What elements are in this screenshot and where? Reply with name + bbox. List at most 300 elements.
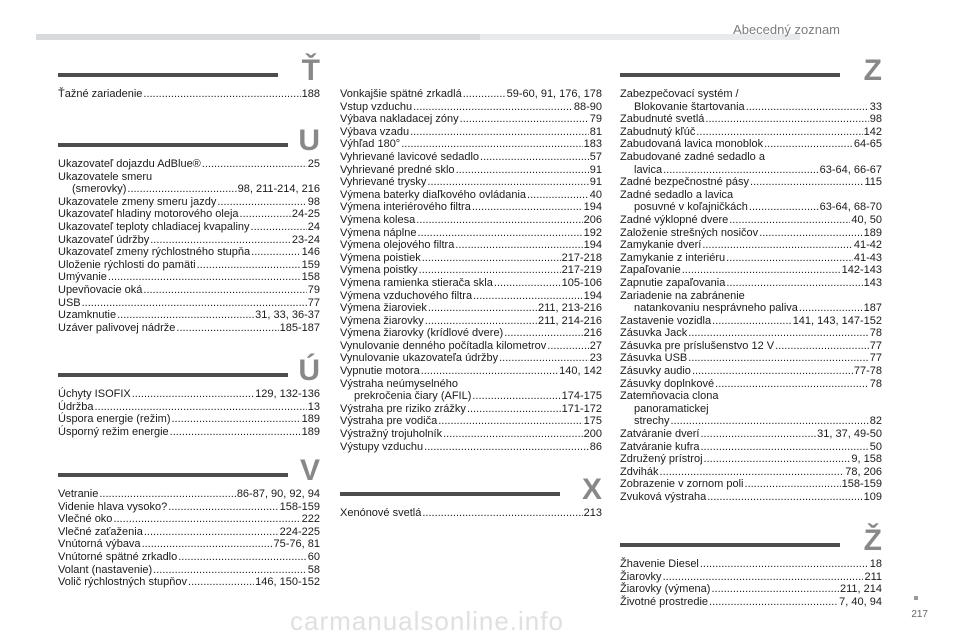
entry-term: Uzamknutie: [58, 309, 117, 322]
entry-term: Úsporný režim energie: [58, 425, 169, 438]
section-letter-header: [58, 124, 320, 158]
entry-leader-dots: [504, 327, 582, 340]
entry-leader-dots: [494, 277, 561, 290]
entry-term: Ukazovateľ údržby: [58, 233, 150, 246]
section-letter-header: [58, 454, 320, 488]
entry-page-ref: 216: [583, 327, 602, 340]
entry-leader-dots: [670, 415, 868, 428]
entry-term: Ťažné zariadenie: [58, 88, 143, 100]
index-entry: [340, 315, 602, 328]
entry-leader-dots: [197, 259, 301, 272]
section-rule: [58, 73, 278, 77]
entry-term: Výmena poistky: [340, 264, 418, 277]
entry-term: posuvné v koľajničkách: [634, 201, 748, 214]
index-section: [340, 453, 602, 520]
entry-leader-dots: [473, 290, 583, 303]
entry-leader-dots: [726, 252, 853, 265]
index-entry: [340, 113, 602, 126]
index-entry: [58, 401, 320, 414]
index-entry: [58, 221, 320, 234]
index-entry: [620, 596, 882, 609]
entry-leader-dots: [416, 214, 582, 227]
section-rule: [620, 73, 840, 77]
entry-term: Vynulovanie ukazovateľa údržby: [340, 352, 499, 365]
index-entry: [58, 513, 320, 526]
entry-leader-dots: [692, 365, 853, 378]
entry-page-ref: 187: [863, 302, 882, 315]
entry-leader-dots: [729, 214, 850, 227]
entry-leader-dots: [99, 488, 235, 501]
entry-leader-dots: [499, 352, 589, 365]
entry-term: Zásuvka USB: [620, 352, 688, 365]
entry-leader-dots: [759, 227, 862, 240]
index-entry: [340, 164, 602, 177]
index-entry: [620, 138, 882, 151]
index-entry: [340, 340, 602, 353]
index-entry: [620, 352, 882, 365]
entry-leader-dots: [422, 507, 582, 520]
index-entry: [340, 176, 602, 189]
entry-leader-dots: [456, 164, 589, 177]
index-entry: [58, 501, 320, 514]
entry-page-ref: 200: [583, 428, 602, 441]
index-entry: [620, 239, 882, 252]
section-letter: X: [581, 473, 602, 507]
index-entry-heading: Zabezpečovací systém /: [620, 88, 739, 100]
entry-page-ref: 25: [307, 158, 320, 170]
index-entry: [340, 252, 602, 265]
entry-leader-dots: [413, 101, 573, 114]
index-entry: [620, 365, 882, 378]
entry-page-ref: 105-106: [561, 276, 602, 289]
entry-leader-dots: [142, 538, 273, 551]
entry-page-ref: 63-64, 66-67: [819, 163, 882, 176]
index-entry: [620, 214, 882, 227]
entry-leader-dots: [425, 315, 537, 328]
index-entry: [620, 252, 882, 265]
index-entry: [340, 189, 602, 202]
section-letter-header: [58, 354, 320, 388]
entry-leader-dots: [424, 441, 589, 454]
entry-term: Vnútorné spätné zrkadlo: [58, 550, 178, 563]
entry-leader-dots: [702, 239, 853, 252]
entry-page-ref: 57: [589, 150, 602, 163]
entry-page-ref: 211, 214: [839, 583, 882, 596]
entry-page-ref: 211, 214-216: [537, 314, 602, 327]
entry-page-ref: 79: [307, 283, 320, 296]
index-section: [340, 88, 602, 453]
entry-leader-dots: [746, 101, 869, 114]
index-entry: [620, 264, 882, 277]
entry-page-ref: 9, 158: [851, 453, 882, 466]
entry-page-ref: 13: [307, 400, 320, 413]
index-entry-heading: Zabudované zadné sedadlo a: [620, 150, 765, 163]
entry-page-ref: 40: [589, 188, 602, 201]
index-entry: [58, 88, 320, 101]
index-entry: [58, 158, 320, 171]
entry-term: prekročenia čiary (AFIL): [354, 390, 472, 403]
entry-page-ref: 188: [301, 88, 320, 100]
entry-leader-dots: [705, 113, 868, 126]
entry-term: Videnie hlava vysoko?: [58, 500, 168, 513]
entry-term: Výmena kolesa: [340, 213, 416, 226]
index-entry: [58, 309, 320, 322]
index-entry-heading: Zadné sedadlo a lavica: [620, 188, 734, 201]
entry-term: Xenónové svetlá: [340, 507, 422, 520]
entry-page-ref: 189: [301, 425, 320, 438]
entry-page-ref: 98: [869, 113, 882, 126]
entry-term: strechy: [634, 415, 670, 428]
index-entry: [58, 259, 320, 272]
entry-term: Výstupy vzduchu: [340, 440, 424, 453]
index-entry: [340, 201, 602, 214]
index-entry: [58, 234, 320, 247]
index-entry: [620, 277, 882, 290]
entry-leader-dots: [171, 413, 300, 426]
entry-leader-dots: [168, 501, 278, 514]
entry-term: Volič rýchlostných stupňov: [58, 576, 188, 589]
entry-page-ref: 194: [583, 239, 602, 252]
entry-term: Výbava nakladacej zóny: [340, 113, 459, 126]
entry-term: Zamykanie dverí: [620, 239, 702, 252]
index-entry: [340, 428, 602, 441]
index-entry: [620, 378, 882, 391]
entry-term: Vyhrievané lavicové sedadlo: [340, 150, 480, 163]
entry-page-ref: 18: [869, 558, 882, 570]
entry-term: Vyhrievané trysky: [340, 176, 427, 189]
entry-term: Zapnutie zapaľovania: [620, 276, 726, 289]
entry-term: Údržba: [58, 400, 94, 413]
entry-term: Úspora energie (režim): [58, 413, 171, 426]
index-entry: [620, 164, 882, 177]
section-rule: [58, 373, 288, 377]
entry-page-ref: 23-24: [291, 233, 320, 246]
entry-leader-dots: [82, 297, 307, 310]
index-entry: [340, 277, 602, 290]
index-column-3: [620, 54, 882, 608]
index-entry: [620, 415, 882, 428]
section-rule: [58, 473, 288, 477]
entry-term: Výbava vzadu: [340, 125, 410, 138]
entry-leader-dots: [150, 234, 291, 247]
entry-term: Výmena žiaroviek: [340, 302, 427, 315]
entry-term: Vynulovanie denného počítadla kilometrov: [340, 339, 547, 352]
entry-page-ref: 158-159: [841, 478, 882, 491]
section-rule: [340, 492, 560, 496]
entry-page-ref: 88-90: [573, 100, 602, 113]
index-section: [58, 124, 320, 334]
section-letter-header: [620, 524, 882, 558]
index-entry: [620, 126, 882, 139]
entry-term: Vyhrievané predné sklo: [340, 163, 455, 176]
entry-leader-dots: [401, 138, 582, 151]
index-entry: [58, 246, 320, 259]
index-entry: [58, 564, 320, 577]
index-entry: [58, 551, 320, 564]
section-letter: V: [299, 454, 320, 487]
entry-page-ref: 81: [589, 125, 602, 138]
entry-term: Zásuvka pre príslušenstvo 12 V: [620, 339, 775, 352]
entry-page-ref: 211, 213-216: [537, 302, 602, 315]
entry-leader-dots: [240, 208, 291, 221]
index-entry: [58, 576, 320, 589]
index-entry: [58, 208, 320, 221]
entry-page-ref: 91: [589, 176, 602, 189]
entry-leader-dots: [143, 284, 306, 297]
page-number: 217: [911, 609, 928, 620]
entry-term: Volant (nastavenie): [58, 563, 153, 576]
entry-leader-dots: [251, 221, 307, 234]
entry-page-ref: 141, 143, 147-152: [792, 314, 882, 327]
entry-leader-dots: [419, 264, 561, 277]
section-rule: [620, 543, 840, 547]
entry-page-ref: 7, 40, 94: [839, 595, 882, 608]
entry-leader-dots: [455, 239, 582, 252]
entry-leader-dots: [700, 558, 869, 571]
entry-term: Vonkajšie spätné zrkadlá: [340, 88, 462, 100]
entry-term: Výmena olejového filtra: [340, 239, 455, 252]
entry-leader-dots: [443, 428, 583, 441]
entry-page-ref: 33: [869, 100, 882, 113]
entry-page-ref: 77-78: [853, 365, 882, 378]
entry-term: Výmena vzduchového filtra: [340, 289, 473, 302]
section-letter: Ž: [863, 524, 882, 557]
index-entry: [340, 138, 602, 151]
entry-leader-dots: [711, 583, 839, 596]
entry-term: Výmena žiarovky (krídlové dvere): [340, 327, 504, 340]
index-entry: [620, 327, 882, 340]
index-section: [58, 54, 320, 101]
index-entry: [340, 352, 602, 365]
entry-leader-dots: [749, 201, 819, 214]
entry-leader-dots: [480, 151, 589, 164]
watermark: carmanualsonline.info: [290, 606, 564, 636]
entry-term: Zásuvky doplnkové: [620, 377, 715, 390]
section-letter: Ť: [301, 54, 320, 87]
entry-page-ref: 64-65: [853, 138, 882, 151]
entry-term: Zabudovaná lavica monoblok: [620, 138, 764, 151]
entry-page-ref: 27: [589, 339, 602, 352]
entry-term: Výmena náplne: [340, 226, 417, 239]
index-column-2: [340, 54, 602, 520]
entry-page-ref: 140, 142: [559, 365, 602, 378]
entry-page-ref: 24-25: [291, 208, 320, 221]
entry-term: Zásuvky audio: [620, 365, 691, 378]
entry-term: Umývanie: [58, 271, 107, 284]
section-letter-header: [620, 54, 882, 88]
entry-term: Ukazovateľ hladiny motorového oleja: [58, 208, 239, 221]
entry-term: Zamykanie z interiéru: [620, 251, 726, 264]
entry-page-ref: 189: [301, 413, 320, 426]
entry-page-ref: 75-76, 81: [273, 538, 320, 551]
entry-term: Zastavenie vozidla: [620, 314, 712, 327]
index-entry: [340, 415, 602, 428]
entry-leader-dots: [700, 441, 868, 454]
index-entry: [58, 413, 320, 426]
entry-page-ref: 206: [583, 213, 602, 226]
index-entry: [340, 88, 602, 101]
index-entry: [620, 176, 882, 189]
entry-term: Blokovanie štartovania: [634, 100, 745, 113]
entry-page-ref: 23: [589, 352, 602, 365]
entry-leader-dots: [410, 126, 589, 139]
entry-term: Zatváranie kufra: [620, 440, 700, 453]
entry-page-ref: 142: [863, 125, 882, 138]
index-entry: [340, 126, 602, 139]
section-gap: [340, 453, 602, 473]
entry-term: Zabudnutý kľúč: [620, 125, 696, 138]
entry-page-ref: 115: [864, 176, 882, 189]
entry-page-ref: 146, 150-152: [255, 576, 320, 589]
entry-term: Vetranie: [58, 488, 99, 500]
entry-term: Uloženie rýchlosti do pamäti: [58, 258, 196, 271]
index-entry: [340, 264, 602, 277]
entry-page-ref: 211: [864, 570, 882, 583]
index-entry: [620, 302, 882, 315]
entry-term: Výmena interiérového filtra: [340, 201, 471, 214]
entry-leader-dots: [467, 403, 561, 416]
index-section: [58, 354, 320, 438]
index-entry: [58, 526, 320, 539]
index-entry-heading: Zariadenie na zabránenie: [620, 289, 745, 302]
entry-page-ref: 82: [869, 415, 882, 428]
entry-page-ref: 50: [869, 440, 882, 453]
index-entry: [58, 322, 320, 335]
entry-leader-dots: [764, 138, 853, 151]
entry-page-ref: 41-43: [853, 251, 882, 264]
section-rule: [58, 143, 288, 147]
entry-page-ref: 78: [869, 377, 882, 390]
entry-leader-dots: [117, 309, 254, 322]
index-entry: [340, 365, 602, 378]
entry-term: Zadné bezpečnostné pásy: [620, 176, 750, 189]
index-entry: [340, 302, 602, 315]
page-section-title: Abecedný zoznam: [733, 22, 840, 37]
entry-term: Ukazovateľ dojazdu AdBlue®: [58, 158, 201, 170]
entry-term: Ukazovateľ teploty chladiacej kvapaliny: [58, 220, 250, 233]
entry-leader-dots: [144, 526, 279, 539]
entry-term: Založenie strešných nosičov: [620, 226, 759, 239]
entry-page-ref: 158-159: [279, 500, 320, 513]
entry-page-ref: 146: [301, 246, 320, 259]
entry-term: Žiarovky (výmena): [620, 583, 711, 596]
entry-page-ref: 41-42: [853, 239, 882, 252]
index-entry: [58, 183, 320, 196]
entry-page-ref: 185-187: [279, 321, 320, 334]
entry-leader-dots: [188, 576, 254, 589]
index-entry: [340, 327, 602, 340]
index-section: [620, 54, 882, 504]
entry-leader-dots: [712, 315, 792, 328]
entry-leader-dots: [428, 302, 537, 315]
entry-page-ref: 78: [869, 327, 882, 340]
entry-term: Výmena žiarovky: [340, 314, 424, 327]
index-entry: [58, 284, 320, 297]
entry-term: natankovaniu nesprávneho paliva: [634, 302, 798, 315]
index-entry: [620, 315, 882, 328]
entry-term: Združený prístroj: [620, 453, 703, 466]
index-section: [620, 524, 882, 608]
entry-leader-dots: [463, 88, 506, 101]
entry-leader-dots: [113, 513, 300, 526]
entry-leader-dots: [696, 126, 862, 139]
index-entry: [620, 478, 882, 491]
entry-page-ref: 175: [583, 415, 602, 428]
entry-term: Úchyty ISOFIX: [58, 388, 131, 400]
entry-term: Vypnutie motora: [340, 365, 420, 378]
entry-page-ref: 142-143: [841, 264, 882, 277]
index-entry: [340, 214, 602, 227]
entry-term: Vnútorná výbava: [58, 538, 141, 551]
entry-term: Výmena poistiek: [340, 251, 421, 264]
entry-page-ref: 77: [869, 352, 882, 365]
index-entry: [620, 571, 882, 584]
entry-term: Vlečné zaťaženia: [58, 525, 143, 538]
entry-term: Vstup vzduchu: [340, 100, 413, 113]
entry-page-ref: 217-218: [561, 251, 602, 264]
entry-leader-dots: [202, 158, 307, 171]
entry-term: Výstražný trojuholník: [340, 428, 443, 441]
index-entry-heading: Ukazovatele smeru: [58, 170, 153, 183]
entry-page-ref: 40, 50: [851, 213, 882, 226]
index-entry: [340, 441, 602, 454]
entry-term: Výstraha pre riziko zrážky: [340, 402, 466, 415]
entry-page-ref: 194: [583, 289, 602, 302]
entry-leader-dots: [775, 340, 869, 353]
index-entry: [620, 201, 882, 214]
entry-term: Vlečné oko: [58, 513, 113, 526]
entry-term: Uzáver palivovej nádrže: [58, 321, 176, 334]
entry-leader-dots: [750, 176, 863, 189]
entry-leader-dots: [547, 340, 588, 353]
entry-term: USB: [58, 296, 81, 309]
index-entry: [620, 340, 882, 353]
entry-page-ref: 189: [863, 226, 882, 239]
entry-page-ref: 217-219: [561, 264, 602, 277]
index-entry: [340, 403, 602, 416]
entry-page-ref: 222: [301, 513, 320, 526]
entry-leader-dots: [704, 453, 851, 466]
index-entry: [340, 101, 602, 114]
entry-leader-dots: [682, 264, 841, 277]
entry-leader-dots: [421, 365, 558, 378]
index-entry: [58, 538, 320, 551]
section-letter: U: [298, 124, 320, 157]
index-section: [58, 454, 320, 589]
section-letter: Ú: [298, 354, 320, 387]
index-entry: [620, 441, 882, 454]
entry-page-ref: 58: [307, 563, 320, 576]
entry-term: Výmena ramienka stierača skla: [340, 276, 493, 289]
entry-leader-dots: [709, 596, 838, 609]
index-entry: [620, 428, 882, 441]
entry-leader-dots: [153, 564, 307, 577]
index-entry: [620, 491, 882, 504]
section-letter: Z: [863, 54, 882, 87]
entry-page-ref: 77: [869, 339, 882, 352]
entry-page-ref: 213: [583, 507, 602, 520]
entry-leader-dots: [251, 246, 301, 259]
entry-term: Zobrazenie v zornom poli: [620, 478, 744, 491]
index-entry: [340, 507, 602, 520]
entry-term: Výmena baterky diaľkového ovládania: [340, 188, 527, 201]
entry-term: Zatváranie dverí: [620, 428, 700, 441]
page-bullet: [914, 596, 918, 600]
entry-leader-dots: [663, 164, 818, 177]
entry-page-ref: 31, 37, 49-50: [817, 428, 882, 441]
entry-term: Zapaľovanie: [620, 264, 681, 277]
index-entry: [58, 426, 320, 439]
